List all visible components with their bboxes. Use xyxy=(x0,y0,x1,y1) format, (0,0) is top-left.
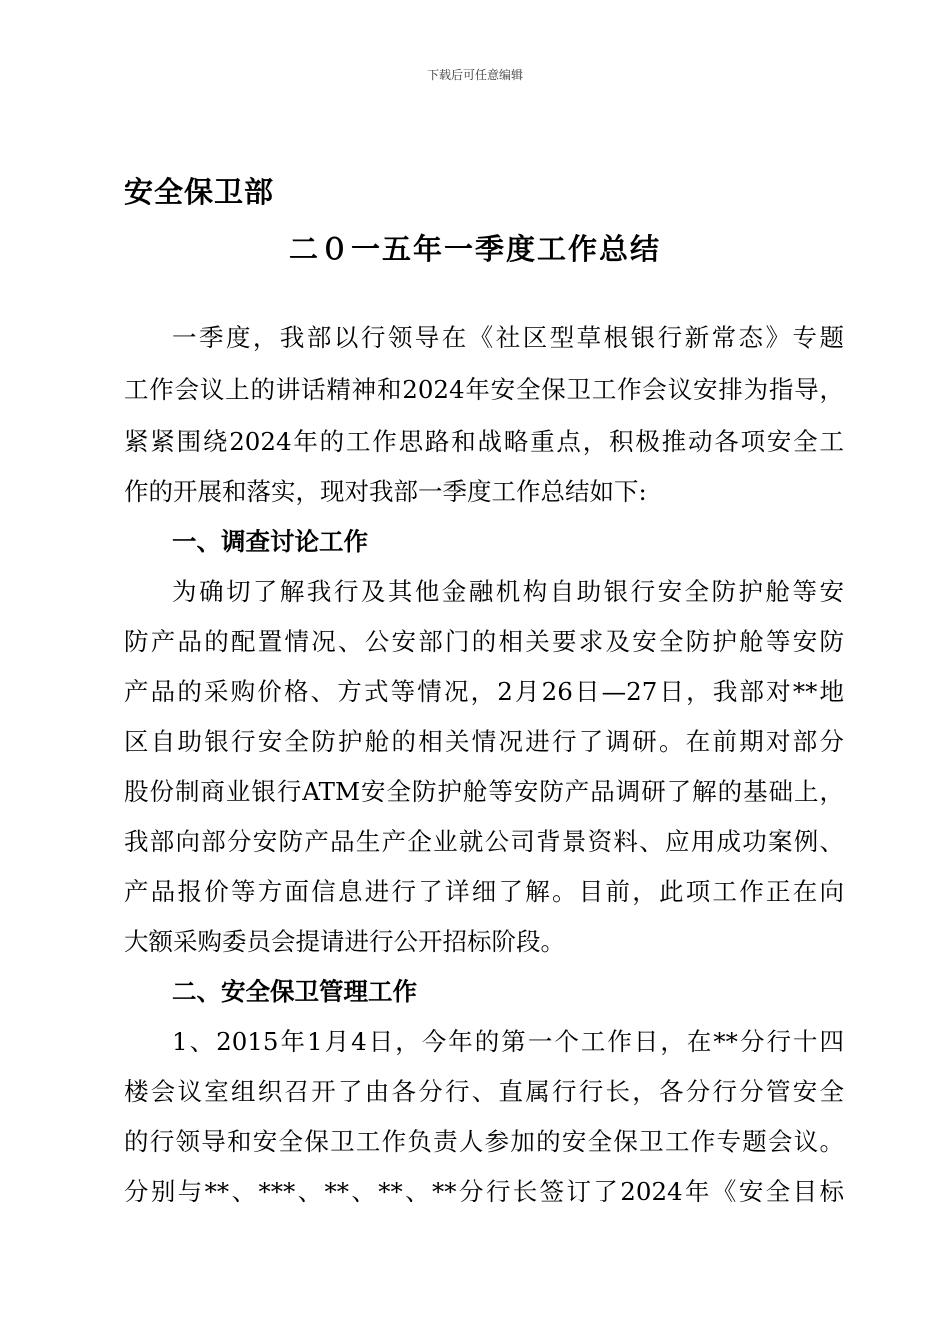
intro-line: 工作会议上的讲话精神和2024年安全保卫工作会议安排为指导， xyxy=(124,375,844,404)
section-heading: 二、安全保卫管理工作 xyxy=(172,977,417,1006)
paragraph-line: 产品报价等方面信息进行了详细了解。目前，此项工作正在向 xyxy=(124,877,844,906)
paragraph-line: 我部向部分安防产品生产企业就公司背景资料、应用成功案例、 xyxy=(124,827,844,856)
document-title: 二０一五年一季度工作总结 xyxy=(288,232,661,266)
paragraph-line: 分别与**、***、**、**、**分行长签订了2024年《安全目标 xyxy=(124,1177,844,1206)
section-heading: 一、调查讨论工作 xyxy=(172,527,368,556)
paragraph-line: 股份制商业银行ATM安全防护舱等安防产品调研了解的基础上， xyxy=(124,777,844,806)
paragraph-line: 1、2015年1月4日，今年的第一个工作日，在**分行十四 xyxy=(172,1027,844,1056)
paragraph-line: 区自助银行安全防护舱的相关情况进行了调研。在前期对部分 xyxy=(124,727,844,756)
paragraph-line: 楼会议室组织召开了由各分行、直属行行长，各分行分管安全 xyxy=(124,1077,844,1106)
header-note: 下载后可任意编辑 xyxy=(426,68,523,82)
paragraph-line: 为确切了解我行及其他金融机构自助银行安全防护舱等安 xyxy=(172,577,844,606)
paragraph-line: 大额采购委员会提请进行公开招标阶段。 xyxy=(124,927,565,956)
paragraph-line: 产品的采购价格、方式等情况，2月26日—27日，我部对**地 xyxy=(124,677,844,706)
department-name: 安全保卫部 xyxy=(124,175,275,209)
intro-line: 紧紧围绕2024年的工作思路和战略重点，积极推动各项安全工 xyxy=(124,427,844,456)
intro-line: 作的开展和落实，现对我部一季度工作总结如下: xyxy=(124,477,647,506)
paragraph-line: 的行领导和安全保卫工作负责人参加的安全保卫工作专题会议。 xyxy=(124,1127,844,1156)
intro-line: 一季度，我部以行领导在《社区型草根银行新常态》专题 xyxy=(172,323,844,352)
paragraph-line: 防产品的配置情况、公安部门的相关要求及安全防护舱等安防 xyxy=(124,627,844,656)
